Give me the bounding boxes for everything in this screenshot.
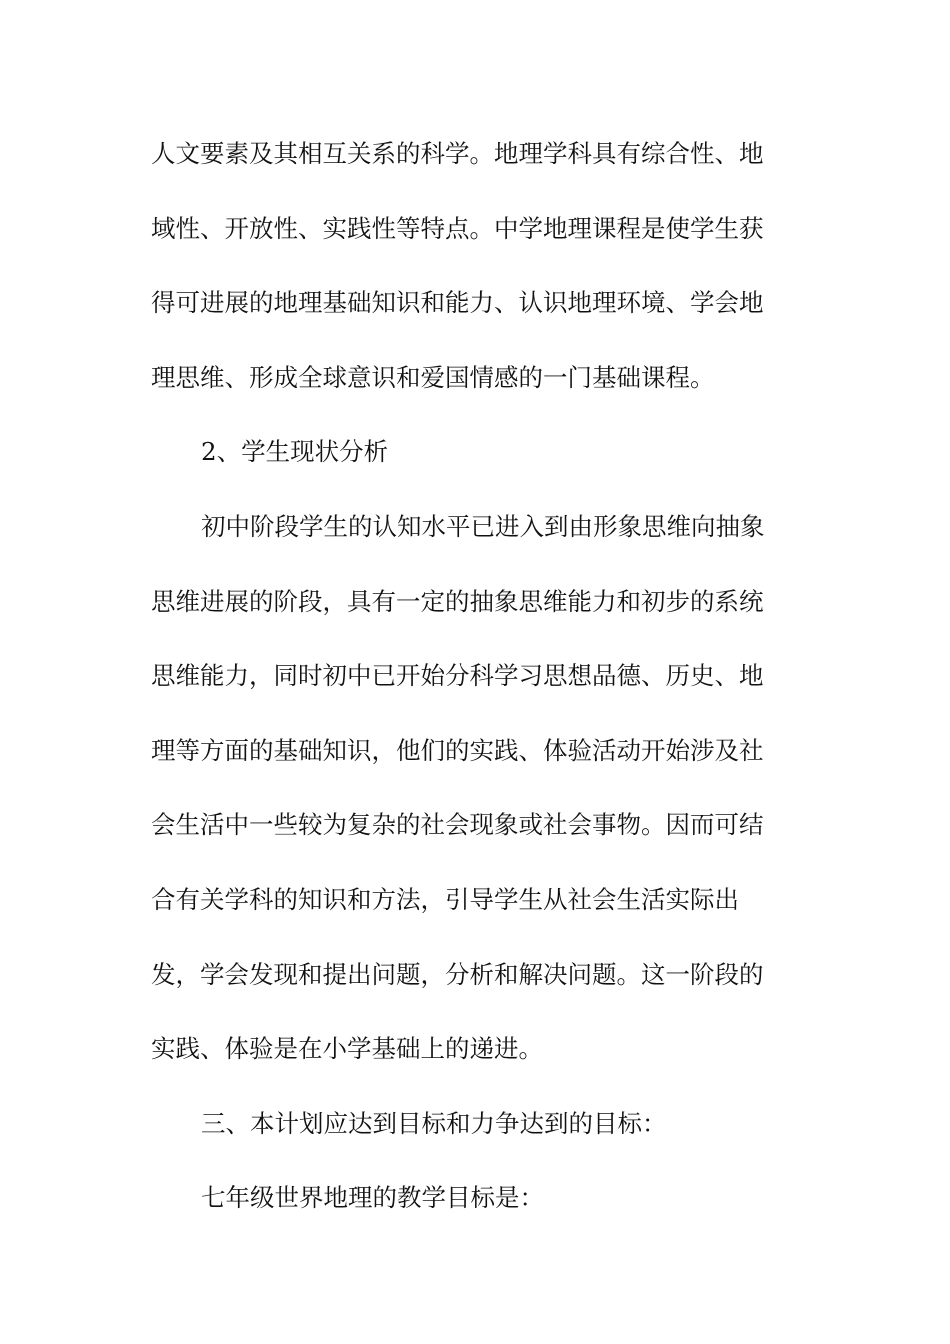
text-line: 合有关学科的知识和方法，引导学生从社会生活实际出 — [151, 884, 739, 914]
text-line: 会生活中一些较为复杂的社会现象或社会事物。因而可结 — [151, 810, 764, 840]
section-heading: 2、学生现状分析 — [201, 437, 389, 467]
document-body — [151, 117, 801, 1236]
text-line: 人文要素及其相互关系的科学。地理学科具有综合性、地 — [151, 139, 764, 168]
section-heading: 三、本计划应达到目标和力争达到的目标： — [201, 1108, 667, 1138]
paragraph-start-line: 初中阶段学生的认知水平已进入到由形象思维向抽象 — [201, 511, 765, 541]
text-line: 域性、开放性、实践性等特点。中学地理课程是使学生获 — [151, 213, 764, 243]
text-line: 思维进展的阶段，具有一定的抽象思维能力和初步的系统 — [151, 586, 764, 616]
text-line: 理思维、形成全球意识和爱国情感的一门基础课程。 — [151, 362, 715, 392]
paragraph-start-line: 七年级世界地理的教学目标是： — [201, 1183, 544, 1213]
text-line: 理等方面的基础知识，他们的实践、体验活动开始涉及社 — [151, 735, 764, 765]
text-line: 实践、体验是在小学基础上的递进。 — [151, 1034, 543, 1064]
text-line: 得可进展的地理基础知识和能力、认识地理环境、学会地 — [151, 288, 764, 318]
text-line: 发，学会发现和提出问题，分析和解决问题。这一阶段的 — [151, 959, 764, 989]
text-line: 思维能力，同时初中已开始分科学习思想品德、历史、地 — [151, 661, 764, 691]
